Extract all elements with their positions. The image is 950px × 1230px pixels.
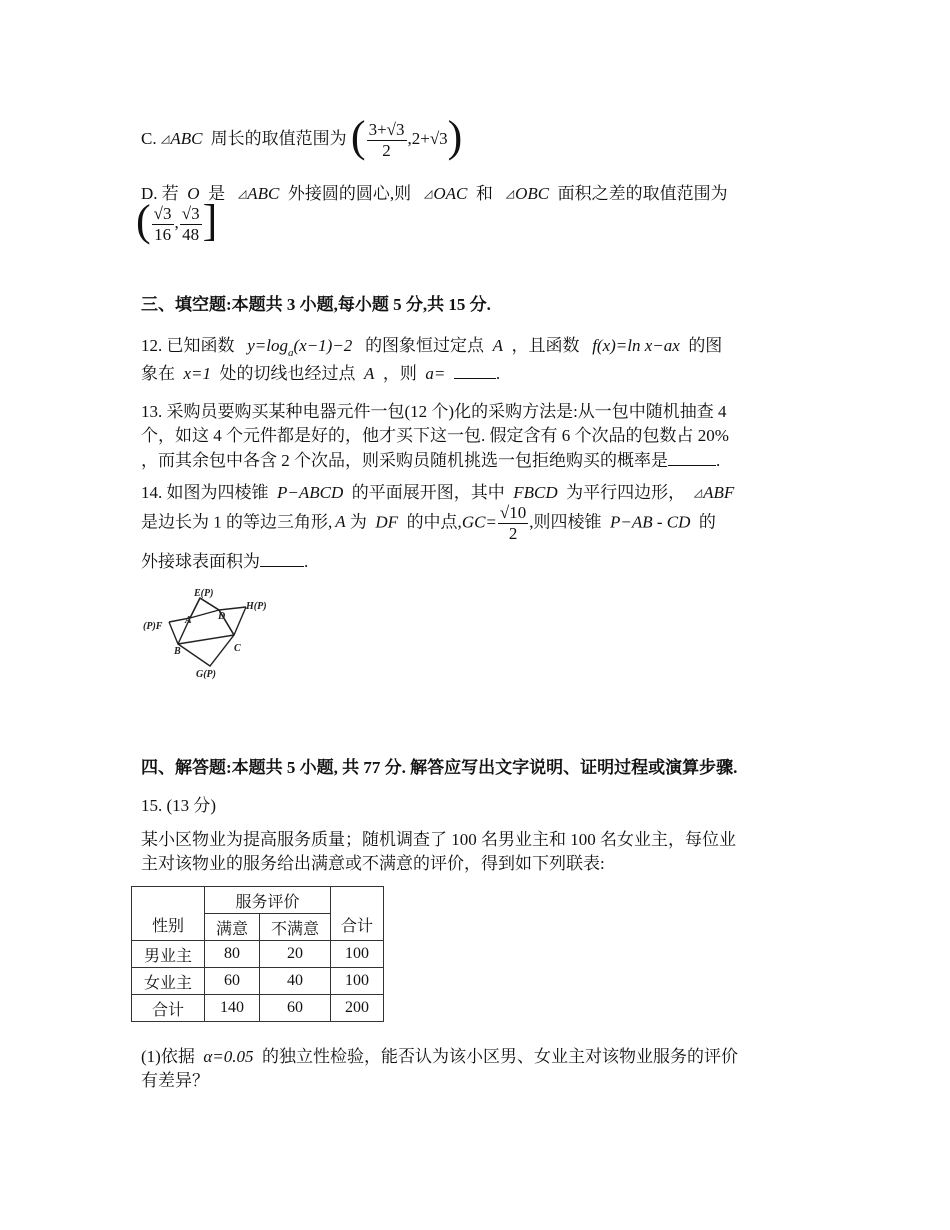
- triangle-icon: ◿: [423, 188, 433, 200]
- answer-blank: [668, 449, 716, 466]
- question-15-part-1-line-1: (1)依据 α=0.05 的独立性检验，能否认为该小区男、女业主对该物业服务的评价: [141, 1047, 738, 1066]
- triangle-icon: ◿: [160, 132, 170, 145]
- question-15-line-2: 主对该物业的服务给出满意或不满意的评价，得到如下列联表:: [141, 854, 605, 873]
- fraction: $\frac{3+√3}{2}$: [368, 119, 405, 160]
- label-b: B: [174, 646, 181, 657]
- question-13-line-2: 个，如这 4 个元件都是好的，他才买下这一包. 假定含有 6 个次品的包数占 20%: [141, 426, 729, 445]
- label-e: E(P): [194, 588, 214, 599]
- label-g: G(P): [196, 669, 216, 680]
- question-12-line-1: 12. 已知函数 $y=\log_a(x-1)-2$ 的图象恒过定点 A ，且函数 f(x)=ln x−ax 的图: [141, 336, 723, 359]
- table-row: 合计 140 60 200: [132, 995, 384, 1022]
- header-total: 合计: [331, 887, 384, 941]
- header-satisfied: 满意: [205, 914, 260, 941]
- answer-blank: [260, 550, 304, 567]
- question-12-line-2: 象在 x=1 处的切线也经过点 A ，则 a= .: [141, 364, 501, 383]
- close-paren: ): [447, 112, 463, 161]
- question-15-part-1-line-2: 有差异？: [141, 1071, 209, 1090]
- label-h: H(P): [246, 601, 267, 612]
- question-14-line-3: 外接球表面积为 .: [141, 552, 309, 571]
- answer-blank: [454, 362, 496, 379]
- open-paren: (: [350, 112, 366, 161]
- question-14-line-1: 14. 如图为四棱锥 P−ABCD 的平面展开图，其中 FBCD 为平行四边形， ◿ABF: [141, 483, 735, 502]
- pyramid-net-figure: [138, 585, 288, 683]
- contingency-table: [131, 886, 384, 1022]
- label-f: (P)F: [143, 621, 163, 632]
- triangle-icon: ◿: [693, 487, 703, 499]
- question-13-line-1: 13. 采购员要购买某种电器元件一包(12 个)化的采购方法是:从一包中随机抽查 4: [141, 402, 727, 421]
- question-14-line-2: 是边长为 1 的等边三角形, A 为 DF 的中点,GC= $\frac{√10}{2}$ ,则四棱锥 P−AB - CD 的: [141, 503, 716, 543]
- label-a: A: [185, 615, 192, 626]
- header-gender: 性别: [132, 887, 205, 941]
- section-3-heading: 三、填空题:本题共 3 小题,每小题 5 分,共 15 分.: [141, 295, 491, 314]
- question-13-line-3: ，而其余包中各含 2 个次品，则采购员随机挑选一包拒绝购买的概率是 .: [141, 451, 721, 470]
- question-15-heading: 15. (13 分): [141, 796, 217, 815]
- option-c: C. ◿ABC 周长的取值范围为 ( $\frac{3+√3}{2}$ ,2+√3): [141, 112, 463, 161]
- option-d: D. 若 O 是 ◿ABC 外接圆的圆心,则 ◿OAC 和 ◿OBC 面积之差的取值范围为: [141, 184, 728, 203]
- header-service: 服务评价: [205, 887, 331, 914]
- table-row: 女业主 60 40 100: [132, 968, 384, 995]
- label-c: C: [234, 643, 241, 654]
- question-15-line-1: 某小区物业为提高服务质量；随机调查了 100 名男业主和 100 名女业主，每位业: [141, 830, 736, 849]
- header-unsatisfied: 不满意: [260, 914, 331, 941]
- table-row: 男业主 80 20 100: [132, 941, 384, 968]
- triangle-icon: ◿: [505, 188, 515, 200]
- option-d-range: ( $\frac{√3}{16}$ , $\frac{√3}{48}$ ]: [136, 196, 218, 245]
- section-4-heading: 四、解答题:本题共 5 小题, 共 77 分. 解答应写出文字说明、证明过程或演算步骤.: [141, 758, 738, 777]
- label-d: D: [218, 611, 226, 622]
- triangle-icon: ◿: [237, 188, 247, 200]
